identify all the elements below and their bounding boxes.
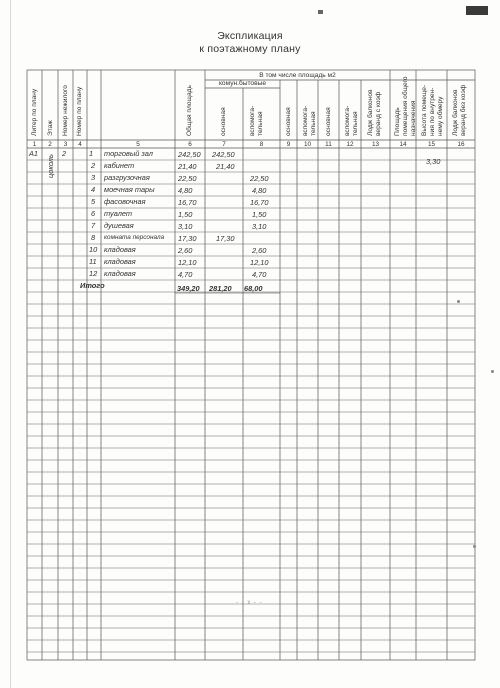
totals-aux-area: 68,00 [244, 284, 263, 293]
room-number: 6 [91, 209, 96, 218]
column-number: 10 [303, 141, 312, 148]
header-plan-no: Номер по плану [76, 86, 83, 136]
document-title: Экспликация [217, 30, 283, 42]
room-total-area: 242,50 [178, 150, 201, 159]
column-number: 14 [399, 141, 407, 148]
document-subtitle: к поэтажному плану [199, 43, 301, 55]
room-name: туалет [104, 209, 133, 218]
room-total-area: 16,70 [178, 198, 197, 207]
room-name: кабинет [104, 161, 135, 170]
room-total-area: 1,50 [178, 210, 193, 219]
room-name: фасовочная [104, 197, 146, 206]
totals-main-area: 281,20 [209, 284, 232, 293]
header-loggia-nocoef: Лодж балконов веранд без коэф [452, 84, 467, 136]
column-number: 15 [427, 141, 436, 148]
room-aux-area: 1,50 [252, 210, 267, 219]
room-main-area: 17,30 [216, 234, 235, 243]
room-aux-area: 12,10 [250, 258, 269, 267]
column-number: 11 [325, 141, 332, 148]
header-common-area: Площадь помещения общего назначения [394, 76, 417, 136]
room-name: кладовая [104, 269, 136, 278]
header-aux-1: вспомога-тельная [249, 105, 264, 136]
header-aux-2: вспомога-тельная [302, 105, 317, 136]
header-main-1: основная [220, 107, 227, 136]
room-number: 7 [91, 221, 96, 230]
room-number: 12 [89, 269, 98, 278]
room-name: разгрузочная [104, 173, 150, 182]
column-number: 16 [457, 141, 465, 148]
room-name: душевая [104, 221, 134, 230]
room-main-area: 21,40 [216, 162, 235, 171]
room-aux-area: 2,60 [252, 246, 267, 255]
room-name: кладовая [104, 245, 136, 254]
room-number: 2 [91, 161, 96, 170]
room-total-area: 22,50 [178, 174, 197, 183]
height-value: 3,30 [426, 157, 441, 166]
header-loggia-coef: Лодж балконов веранд с коэф [367, 89, 382, 136]
scan-speck [491, 370, 494, 373]
room-number: 11 [89, 257, 97, 266]
room-aux-area: 4,70 [252, 270, 267, 279]
header-aux-3: вспомога-тельная [344, 105, 359, 136]
column-number: 8 [259, 141, 264, 148]
room-total-area: 17,30 [178, 234, 197, 243]
room-name: комната персонала [104, 234, 165, 241]
scan-speck [457, 300, 460, 303]
column-number: 12 [346, 141, 354, 148]
page-footer-mark: - - x - - [236, 600, 263, 606]
header-premise-no: Номер нежилого [62, 85, 69, 136]
column-number: 13 [371, 141, 380, 148]
room-aux-area: 3,10 [252, 222, 267, 231]
room-number: 3 [91, 173, 96, 182]
totals-total-area: 349,20 [177, 284, 200, 293]
room-number: 5 [91, 197, 96, 206]
room-total-area: 21,40 [178, 162, 197, 171]
scan-speck [473, 545, 476, 548]
header-main-3: основная [325, 107, 332, 136]
header-group-area: В том числе площадь м2 [259, 72, 336, 79]
column-number: 9 [286, 141, 291, 148]
header-floor: Этаж [47, 120, 54, 136]
premise-value: 2 [62, 149, 67, 158]
header-main-2: основная [285, 107, 292, 136]
header-subgroup-communal: комун.бытовые [218, 80, 267, 87]
column-number: 1 [32, 141, 37, 148]
column-number: 6 [188, 141, 192, 148]
column-number: 7 [222, 141, 226, 148]
column-number: 3 [63, 141, 68, 148]
room-name: кладовая [104, 257, 136, 266]
room-total-area: 12,10 [178, 258, 197, 267]
room-name: моечная тары [104, 185, 155, 194]
room-main-area: 242,50 [212, 150, 235, 159]
room-total-area: 2,60 [178, 246, 193, 255]
column-number: 5 [136, 141, 140, 148]
header-litera: Литер по плану [31, 88, 38, 136]
column-number: 2 [48, 141, 52, 148]
room-aux-area: 4,80 [252, 186, 267, 195]
room-number: 10 [89, 245, 98, 254]
litera-value: А1 [29, 149, 39, 158]
column-number: 4 [78, 141, 82, 148]
header-height: Высота помеще-ния по внутрен-нему обмеру [421, 84, 444, 136]
room-number: 1 [89, 149, 94, 158]
room-number: 8 [91, 233, 96, 242]
room-number: 4 [91, 185, 96, 194]
header-total-area: Общая площадь [186, 85, 193, 136]
room-total-area: 4,80 [178, 186, 193, 195]
room-total-area: 4,70 [178, 270, 193, 279]
floor-value: цоколь [46, 154, 55, 178]
room-aux-area: 16,70 [250, 198, 269, 207]
totals-label: Итого [80, 281, 105, 290]
room-name: торговый зал [104, 149, 153, 158]
room-aux-area: 22,50 [250, 174, 269, 183]
room-total-area: 3,10 [178, 222, 193, 231]
